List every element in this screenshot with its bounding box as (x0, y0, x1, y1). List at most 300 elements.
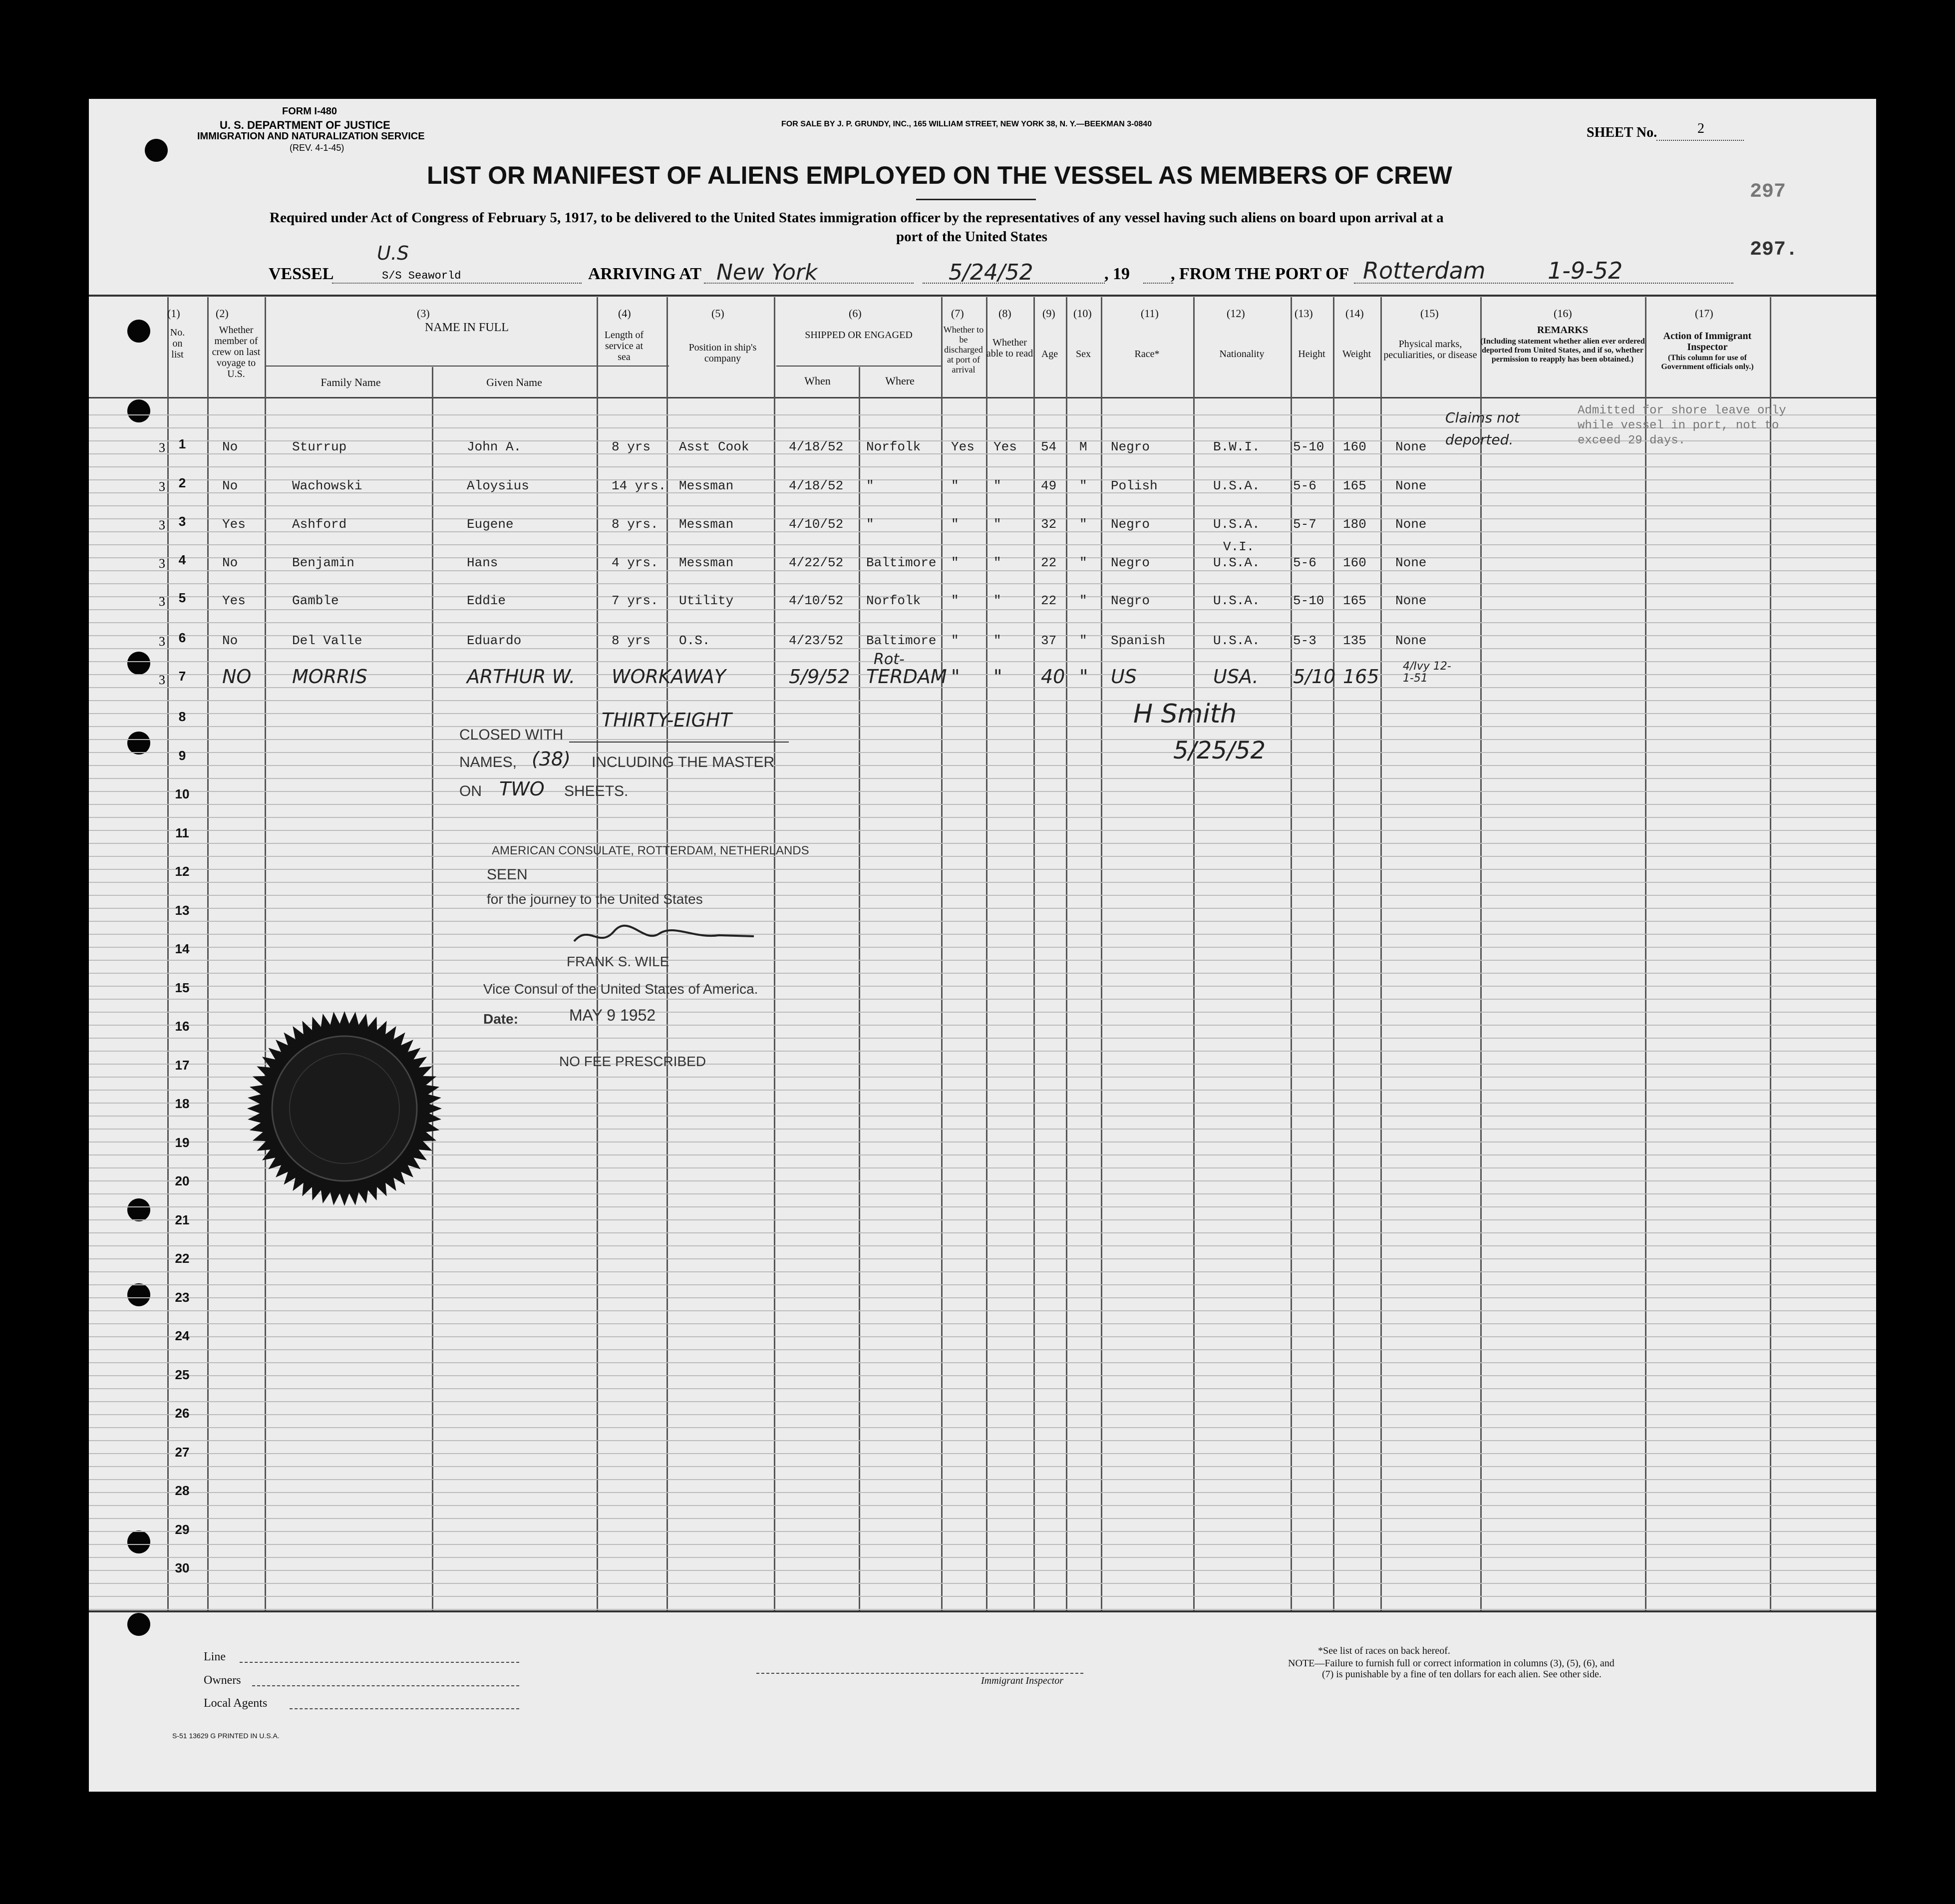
nationality-cell: USA. (1213, 666, 1259, 688)
year-label: , 19 (1104, 265, 1130, 283)
column-rule (1033, 297, 1035, 1610)
ruled-line (89, 648, 1876, 649)
family-name-cell: Gamble (292, 593, 339, 608)
shipped-where-cell: TERDAM (866, 666, 947, 688)
nationality-cell: U.S.A. (1213, 478, 1260, 493)
ruled-line (89, 1219, 1876, 1220)
ruled-line (89, 752, 1876, 753)
ruled-line (89, 973, 1876, 974)
inspector-label: Immigrant Inspector (981, 1675, 1063, 1686)
age-cell: 32 (1041, 517, 1057, 532)
col-num: (8) (998, 307, 1011, 320)
row-number: 20 (175, 1173, 190, 1188)
consulate-stamp: AMERICAN CONSULATE, ROTTERDAM, NETHERLANDS (492, 844, 809, 857)
from-label: , FROM THE PORT OF (1171, 265, 1349, 283)
row-number: 27 (175, 1444, 190, 1460)
column-rule (1291, 297, 1292, 1610)
shipped-where-cell: Norfolk (866, 439, 921, 454)
punch-hole (127, 1530, 150, 1553)
form-title: LIST OR MANIFEST OF ALIENS EMPLOYED ON THE VESSEL AS MEMBERS OF CREW (427, 161, 1452, 189)
sex-cell: " (1079, 517, 1087, 532)
seen-label: SEEN (487, 866, 528, 883)
marks-cell: None (1395, 555, 1427, 570)
consul-name: FRANK S. WILE (567, 954, 669, 969)
col-num: (12) (1227, 307, 1245, 320)
page-stamp: 297 (1750, 181, 1786, 203)
date-label: Date: (483, 1011, 519, 1027)
ruled-line (89, 1544, 1876, 1545)
ruled-line (89, 1518, 1876, 1519)
col-num: (7) (951, 307, 964, 320)
race-cell: Polish (1111, 478, 1158, 493)
sheets-label: ON (459, 783, 482, 799)
position-cell: O.S. (679, 633, 710, 648)
service-cell: 8 yrs (612, 633, 651, 648)
ruled-line (89, 1401, 1876, 1402)
column-rule (1333, 297, 1334, 1610)
ruled-line (89, 1479, 1876, 1480)
last-voyage-cell: Yes (222, 593, 246, 608)
sex-cell: " (1079, 593, 1087, 608)
weight-cell: 160 (1343, 439, 1366, 454)
age-cell: 37 (1041, 633, 1057, 648)
ruled-line (89, 869, 1876, 870)
col-header-marks: Physical marks, peculiarities, or disease (1383, 339, 1477, 361)
row-number: 2 (178, 475, 186, 490)
ruled-line (89, 960, 1876, 961)
ruled-line (89, 505, 1876, 506)
ruled-line (89, 1492, 1876, 1493)
weight-cell: 165 (1343, 478, 1366, 493)
closing-count-words: THIRTY-EIGHT (602, 709, 732, 731)
row-number: 26 (175, 1406, 190, 1421)
row-number: 30 (175, 1560, 190, 1575)
row-number: 28 (175, 1483, 190, 1498)
ruled-line (89, 1557, 1876, 1558)
column-rule (1101, 297, 1102, 1610)
row-number: 16 (175, 1019, 190, 1034)
col-num: (11) (1141, 307, 1159, 320)
ruled-line (89, 544, 1876, 545)
seal-graphic (245, 1009, 444, 1208)
row-number: 17 (175, 1057, 190, 1073)
inspector-signature-date: 5/25/52 (1173, 737, 1266, 764)
ruled-line (89, 843, 1876, 844)
age-cell: 49 (1041, 478, 1057, 493)
height-cell: 5-7 (1293, 517, 1316, 532)
age-cell: 22 (1041, 593, 1057, 608)
header-bottom-rule (89, 397, 1876, 398)
row-number: 15 (175, 980, 190, 995)
col-num: (3) (417, 307, 430, 320)
row-number: 1 (178, 436, 186, 451)
remarks-note: Claims not deported. (1445, 409, 1520, 448)
shipped-where-cell: Baltimore (866, 633, 937, 648)
column-rule (1770, 297, 1771, 1610)
ruled-line (89, 1349, 1876, 1350)
row-number: 21 (175, 1212, 190, 1227)
col-header-no: No. on list (170, 327, 185, 360)
col-num: (14) (1345, 307, 1364, 320)
column-rule (432, 367, 433, 1610)
col-header-sex: Sex (1076, 349, 1091, 360)
publisher: FOR SALE BY J. P. GRUNDY, INC., 165 WILLIAM STREET, NEW YORK 38, N. Y.—BEEKMAN 3-0840 (781, 120, 1152, 128)
col-num: (6) (849, 307, 862, 320)
col-header-when: When (804, 375, 831, 387)
races-note: *See list of races on back hereof. (1318, 1645, 1450, 1656)
ruled-line (89, 1414, 1876, 1415)
sex-cell: M (1079, 439, 1087, 454)
ruled-line (89, 700, 1876, 701)
column-rule (1645, 297, 1646, 1610)
penalty-note: (7) is punishable by a fine of ten dollars for each alien. See other side. (1322, 1669, 1602, 1680)
nationality-cell: U.S.A. (1213, 593, 1260, 608)
shipped-where-cell: Norfolk (866, 593, 921, 608)
col-num: (5) (711, 307, 724, 320)
discharged-cell: " (951, 478, 959, 493)
names-suffix: INCLUDING THE MASTER (592, 754, 775, 770)
footer-agents-label: Local Agents (204, 1697, 268, 1710)
sheets-count: TWO (499, 778, 545, 800)
weight-cell: 160 (1343, 555, 1366, 570)
col-header-service: Length of service at sea (604, 330, 644, 363)
service-cell: 14 yrs. (612, 478, 666, 493)
penalty-note: NOTE—Failure to furnish full or correct information in columns (3), (5), (6), and (1288, 1658, 1615, 1669)
marks-cell: None (1395, 633, 1427, 648)
row-prefix: 3 (159, 634, 165, 649)
row-number: 29 (175, 1522, 190, 1537)
ruled-line (89, 908, 1876, 909)
service: IMMIGRATION AND NATURALIZATION SERVICE (197, 131, 425, 142)
row-number: 18 (175, 1096, 190, 1111)
given-name-cell: Eduardo (467, 633, 522, 648)
row-number: 23 (175, 1289, 190, 1305)
read-cell: " (993, 633, 1001, 648)
shipped-where-cell: Baltimore (866, 555, 937, 570)
ruled-line (89, 453, 1876, 454)
given-name-cell: Eddie (467, 593, 506, 608)
form-subtitle: port of the United States (896, 229, 1047, 245)
ruled-line (89, 882, 1876, 883)
height-cell: 5/10 (1293, 666, 1336, 688)
consul-signature (569, 921, 759, 954)
row-number: 9 (178, 748, 186, 763)
sex-cell: " (1079, 478, 1087, 493)
col-num: (2) (216, 307, 229, 320)
col-header-name: NAME IN FULL (425, 321, 509, 334)
page-stamp: 297. (1750, 239, 1798, 261)
read-cell: " (993, 555, 1001, 570)
discharged-cell: " (951, 666, 960, 688)
position-cell: Utility (679, 593, 734, 608)
ruled-line (89, 1245, 1876, 1246)
ruled-line (89, 713, 1876, 714)
weight-cell: 165 (1343, 666, 1379, 688)
punch-hole (127, 320, 150, 343)
given-name-cell: Hans (467, 555, 498, 570)
ruled-line (89, 934, 1876, 935)
height-cell: 5-3 (1293, 633, 1316, 648)
col-header-weight: Weight (1342, 349, 1371, 360)
age-cell: 22 (1041, 555, 1057, 570)
col-header-action: Action of Immigrant Inspector (1663, 331, 1752, 353)
vessel-dots (332, 283, 582, 284)
service-cell: 8 yrs (612, 439, 651, 454)
fee-note: NO FEE PRESCRIBED (559, 1054, 706, 1069)
ruled-line (89, 1427, 1876, 1428)
ruled-line (89, 596, 1876, 597)
ruled-line (89, 1297, 1876, 1298)
subheader-rule (265, 366, 669, 367)
table-bottom-rule (89, 1610, 1876, 1612)
ruled-line (89, 1310, 1876, 1311)
names-label: NAMES, (459, 754, 517, 770)
ruled-line (89, 1375, 1876, 1376)
row-prefix: 3 (159, 594, 165, 609)
ruled-line (89, 999, 1876, 1000)
column-rule (207, 297, 209, 1610)
family-name-cell: Sturrup (292, 439, 347, 454)
ruled-line (89, 1505, 1876, 1506)
shipped-where-cell: " (866, 517, 874, 532)
weight-cell: 180 (1343, 517, 1366, 532)
subheader-rule (776, 366, 941, 367)
col-header-remarks: REMARKS (1537, 325, 1589, 336)
row-number: 14 (175, 941, 190, 956)
position-cell: Messman (679, 517, 734, 532)
col-header-where: Where (885, 375, 915, 387)
sheet-number: 2 (1697, 121, 1704, 136)
race-cell: Spanish (1111, 633, 1166, 648)
ruled-line (89, 661, 1876, 662)
col-header-remarks-detail: (Including statement whether alien ever ordered deported from United States, and if so, whether permission to reapply has been obtained.) (1480, 337, 1645, 364)
ruled-line (89, 583, 1876, 584)
row-number: 6 (178, 630, 186, 645)
column-rule (265, 297, 266, 1610)
ruled-line (89, 622, 1876, 623)
given-name-cell: ARTHUR W. (467, 666, 576, 688)
nationality-cell: U.S.A. (1213, 633, 1260, 648)
row-number: 24 (175, 1328, 190, 1343)
ruled-line (89, 895, 1876, 896)
col-header-age: Age (1041, 349, 1058, 360)
service-cell: WORKAWAY (612, 666, 726, 688)
row-number: 19 (175, 1135, 190, 1150)
table-frame (89, 295, 1876, 297)
ruled-line (89, 765, 1876, 766)
col-header-action-detail: (This column for use of Government officials only.) (1661, 354, 1754, 371)
col-header-nationality: Nationality (1219, 349, 1265, 360)
col-num: (9) (1042, 307, 1055, 320)
ruled-line (89, 570, 1876, 571)
discharged-cell: " (951, 555, 959, 570)
ruled-line (89, 830, 1876, 831)
embossed-seal (245, 1009, 444, 1211)
ruled-line (89, 1453, 1876, 1454)
footer-line-label: Line (204, 1650, 226, 1663)
row-number: 22 (175, 1251, 190, 1266)
read-cell: " (993, 666, 1002, 688)
shipped-when-cell: 4/10/52 (789, 517, 844, 532)
footer-owners-dots (252, 1685, 519, 1686)
ruled-line (89, 817, 1876, 818)
year-dots (1143, 283, 1173, 284)
last-voyage-cell: Yes (222, 517, 246, 532)
ruled-line (89, 1388, 1876, 1389)
col-header-discharged: Whether to be discharged at port of arrival (943, 325, 984, 375)
height-cell: 5-6 (1293, 478, 1316, 493)
col-num: (16) (1554, 307, 1572, 320)
col-header-race: Race* (1134, 349, 1160, 360)
ruled-line (89, 1531, 1876, 1532)
punch-hole (127, 1198, 150, 1221)
read-cell: " (993, 517, 1001, 532)
ruled-line (89, 1323, 1876, 1324)
column-rule (1380, 297, 1382, 1610)
vessel-label: VESSEL (269, 265, 334, 283)
ruled-line (89, 739, 1876, 740)
vessel-name: S/S Seaworld (382, 270, 461, 282)
closing-label: CLOSED WITH (459, 727, 564, 743)
col-num: (13) (1295, 307, 1313, 320)
sex-cell: " (1079, 666, 1088, 688)
ruled-line (89, 1609, 1876, 1610)
row-number: 8 (178, 709, 186, 724)
height-cell: 5-10 (1293, 593, 1324, 608)
ruled-line (89, 856, 1876, 857)
col-header-last-voyage: Whether member of crew on last voyage to U.S. (212, 325, 261, 380)
ruled-line (89, 531, 1876, 532)
position-cell: Messman (679, 555, 734, 570)
col-header-family: Family Name (321, 376, 381, 388)
row-number: 5 (178, 590, 186, 605)
row-number: 13 (175, 902, 190, 918)
ruled-line (89, 1466, 1876, 1467)
weight-cell: 135 (1343, 633, 1366, 648)
department: U. S. DEPARTMENT OF JUSTICE (220, 119, 390, 131)
ruled-line (89, 804, 1876, 805)
col-header-position: Position in ship's company (688, 342, 757, 364)
ruled-line (89, 1336, 1876, 1337)
arriving-label: ARRIVING AT (588, 265, 702, 283)
ruled-line (89, 1232, 1876, 1233)
row-number: 12 (175, 864, 190, 879)
print-code: S-51 13629 G PRINTED IN U.S.A. (172, 1732, 280, 1740)
punch-hole (145, 139, 168, 162)
position-cell: Asst Cook (679, 439, 749, 454)
race-cell: Negro (1111, 593, 1150, 608)
row-prefix: 3 (159, 479, 165, 494)
inspector-signature: H Smith (1133, 699, 1237, 729)
col-num: (4) (618, 307, 631, 320)
ruled-line (89, 1583, 1876, 1584)
punch-hole (127, 1283, 150, 1306)
arrival-dots (923, 283, 1105, 284)
footer-owners-label: Owners (204, 1674, 241, 1687)
from-date: 1-9-52 (1548, 257, 1623, 284)
row-number: 10 (175, 786, 190, 801)
col-header-shipped: SHIPPED OR ENGAGED (805, 330, 913, 341)
family-name-cell: MORRIS (292, 666, 367, 688)
col-num: (17) (1695, 307, 1713, 320)
marks-cell: None (1395, 439, 1427, 454)
ruled-line (89, 1570, 1876, 1571)
ruled-line (89, 1596, 1876, 1597)
family-name-cell: Del Valle (292, 633, 362, 648)
nationality-cell: B.W.I. (1213, 439, 1260, 454)
row-prefix: 3 (159, 556, 165, 571)
discharged-cell: " (951, 517, 959, 532)
vessel-flag: U.S (377, 242, 409, 264)
row-number: 7 (178, 669, 186, 684)
punch-hole (127, 732, 150, 755)
from-port: Rotterdam (1363, 257, 1486, 284)
punch-hole (127, 652, 150, 675)
column-rule (1480, 297, 1482, 1610)
form-id: FORM I-480 (282, 106, 337, 117)
discharged-cell: Yes (951, 439, 975, 454)
ruled-line (89, 1258, 1876, 1259)
ruled-line (89, 466, 1876, 467)
footer-line-dots (240, 1662, 519, 1663)
last-voyage-cell: No (222, 439, 238, 454)
journey-text: for the journey to the United States (487, 891, 703, 907)
form-subtitle: Required under Act of Congress of February 5, 1917, to be delivered to the United States immigration officer by the representatives of any vessel having such aliens on board upon arrival at a (270, 210, 1444, 226)
last-voyage-cell: No (222, 555, 238, 570)
ruled-line (89, 791, 1876, 792)
col-num: (10) (1073, 307, 1092, 320)
row-number: 25 (175, 1367, 190, 1382)
signature-scribble (569, 921, 759, 951)
column-rule (941, 297, 943, 1610)
punch-hole (127, 399, 150, 422)
revision: (REV. 4-1-45) (290, 143, 344, 153)
row-prefix: 3 (159, 518, 165, 532)
service-cell: 4 yrs. (612, 555, 658, 570)
inspector-line (756, 1673, 1083, 1674)
height-cell: 5-10 (1293, 439, 1324, 454)
shipped-when-cell: 4/18/52 (789, 478, 844, 493)
nationality-cell: U.S.A. (1213, 555, 1260, 570)
consul-date: MAY 9 1952 (569, 1006, 656, 1024)
arriving-port: New York (716, 260, 818, 285)
weight-cell: 165 (1343, 593, 1366, 608)
ruled-line (89, 1362, 1876, 1363)
title-underline (916, 199, 1036, 200)
sex-cell: " (1079, 633, 1087, 648)
race-cell: Negro (1111, 439, 1150, 454)
race-cell: US (1111, 666, 1137, 688)
ruled-line (89, 1271, 1876, 1272)
shipped-where-cell: " (866, 478, 874, 493)
height-cell: 5-6 (1293, 555, 1316, 570)
row-prefix: 3 (159, 673, 165, 687)
read-cell: Yes (993, 439, 1017, 454)
column-rule (1066, 297, 1067, 1610)
nationality-note: V.I. (1223, 539, 1255, 554)
age-cell: 40 (1041, 666, 1065, 688)
age-cell: 54 (1041, 439, 1057, 454)
where-note: Rot- (874, 651, 905, 668)
row-number: 3 (178, 514, 186, 529)
column-rule (986, 297, 987, 1610)
given-name-cell: Eugene (467, 517, 514, 532)
marks-cell: None (1395, 593, 1427, 608)
sheet-number-line (1656, 140, 1744, 141)
service-cell: 7 yrs. (612, 593, 658, 608)
consul-title: Vice Consul of the United States of America. (483, 981, 758, 997)
shipped-when-cell: 4/10/52 (789, 593, 844, 608)
